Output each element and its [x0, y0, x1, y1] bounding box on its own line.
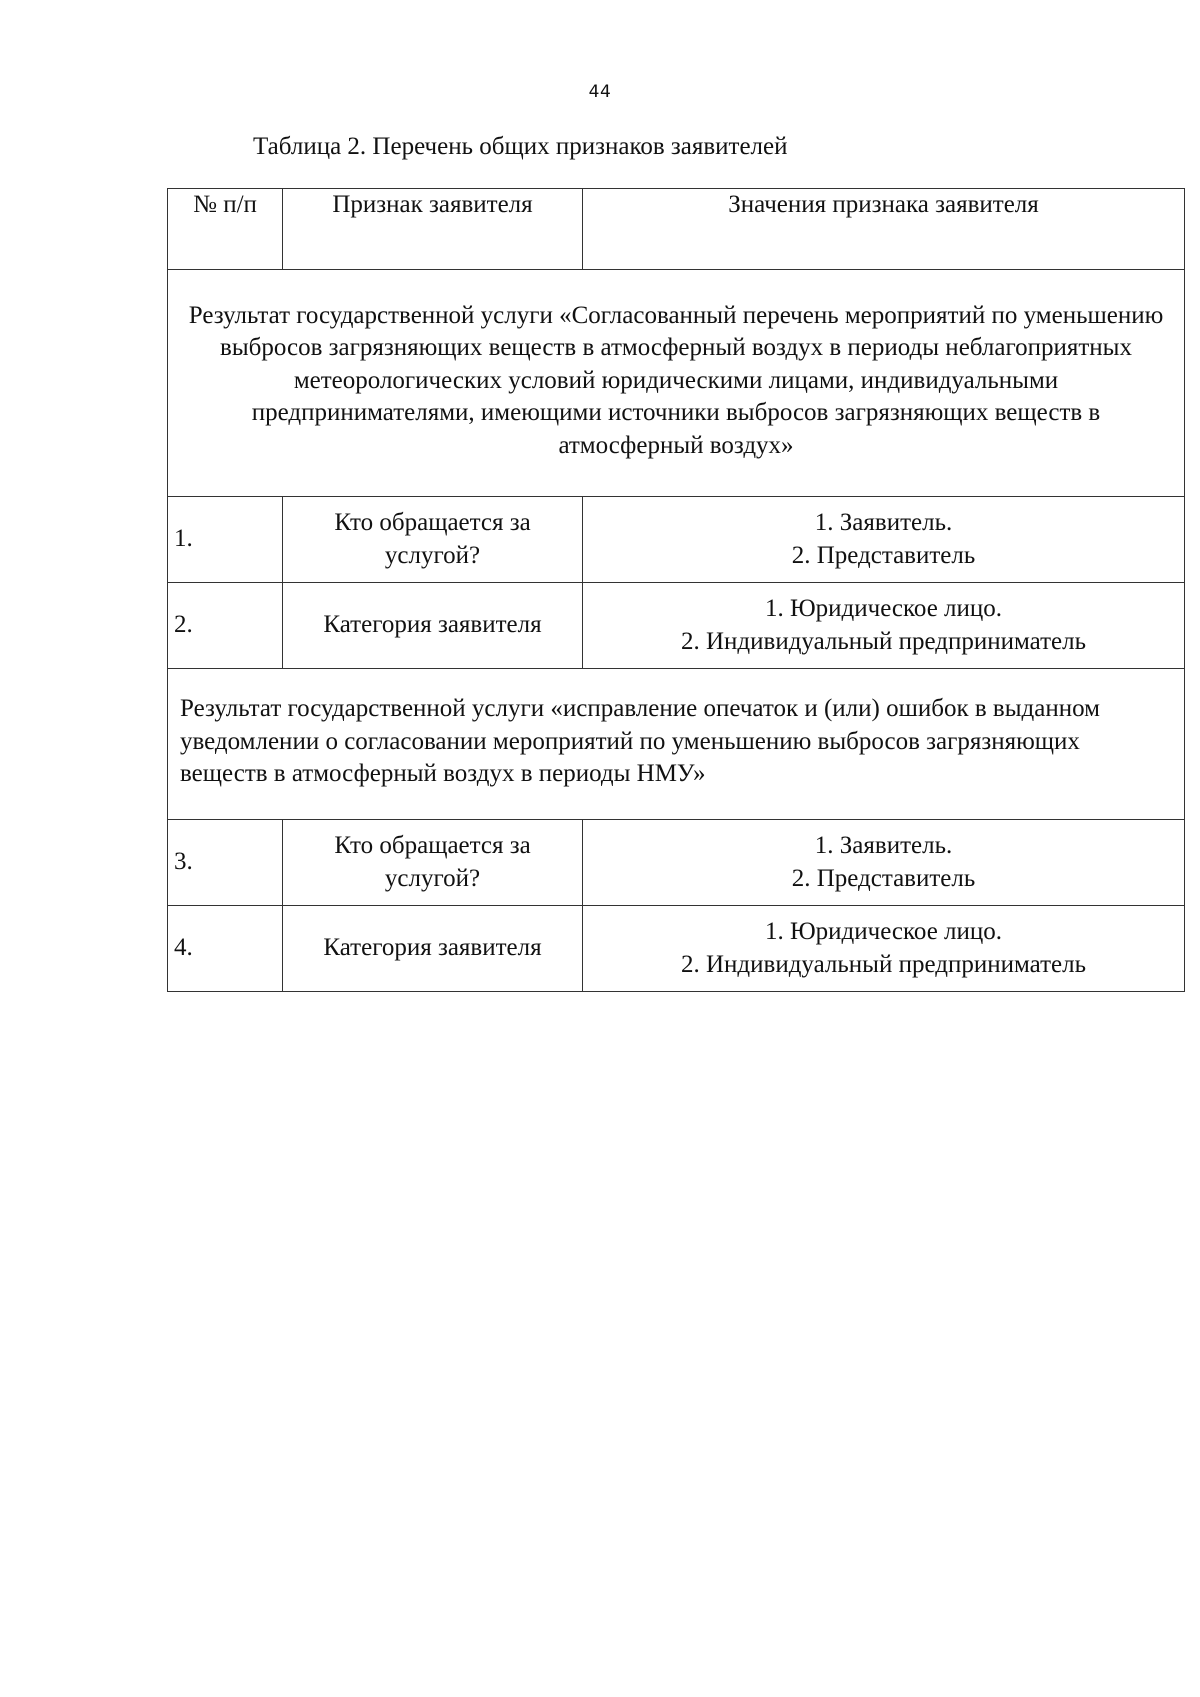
- value-item: 1. Заявитель.: [814, 832, 953, 859]
- row-number: 2.: [168, 583, 283, 669]
- table-caption: Таблица 2. Перечень общих признаков заявителей: [253, 133, 788, 160]
- row-attribute: Категория заявителя: [283, 906, 583, 992]
- section-row: [168, 669, 1185, 820]
- table-row: [168, 583, 1185, 669]
- table-row: [168, 906, 1185, 992]
- value-item: 1. Юридическое лицо.: [764, 595, 1003, 622]
- row-values: [583, 820, 1185, 906]
- page-number: 44: [588, 82, 612, 102]
- table-row: [168, 820, 1185, 906]
- value-item: 2. Представитель: [791, 541, 976, 569]
- header-attribute: Признак заявителя: [283, 189, 583, 270]
- header-number: № п/п: [168, 189, 283, 270]
- row-attribute: Категория заявителя: [283, 583, 583, 669]
- header-values: Значения признака заявителя: [583, 189, 1185, 270]
- value-item: 1. Заявитель.: [814, 509, 953, 536]
- table-header-row: [168, 189, 1185, 270]
- value-item: 2. Индивидуальный предприниматель: [681, 627, 1086, 655]
- applicant-attributes-table: [167, 188, 1185, 992]
- row-values: [583, 906, 1185, 992]
- table-row: [168, 497, 1185, 583]
- value-item: 2. Индивидуальный предприниматель: [681, 950, 1086, 978]
- row-attribute: Кто обращается за услугой?: [283, 820, 583, 906]
- section-title: Результат государственной услуги «Согласованный перечень мероприятий по уменьшению выбросов загрязняющих веществ в атмосферный воздух в периоды неблагоприятных метеорологических условий юридическими лицами, индивидуальными предпринимателями, имеющими источники выбросов загрязняющих веществ в атмосферный воздух»: [168, 270, 1185, 497]
- row-values: [583, 583, 1185, 669]
- section-row: [168, 270, 1185, 497]
- row-number: 3.: [168, 820, 283, 906]
- row-number: 4.: [168, 906, 283, 992]
- section-title: Результат государственной услуги «исправление опечаток и (или) ошибок в выданном уведомлении о согласовании мероприятий по уменьшению выбросов загрязняющих веществ в атмосферный воздух в периоды НМУ»: [168, 669, 1185, 820]
- row-attribute: Кто обращается за услугой?: [283, 497, 583, 583]
- row-number: 1.: [168, 497, 283, 583]
- value-item: 2. Представитель: [791, 864, 976, 892]
- row-values: [583, 497, 1185, 583]
- value-item: 1. Юридическое лицо.: [764, 918, 1003, 945]
